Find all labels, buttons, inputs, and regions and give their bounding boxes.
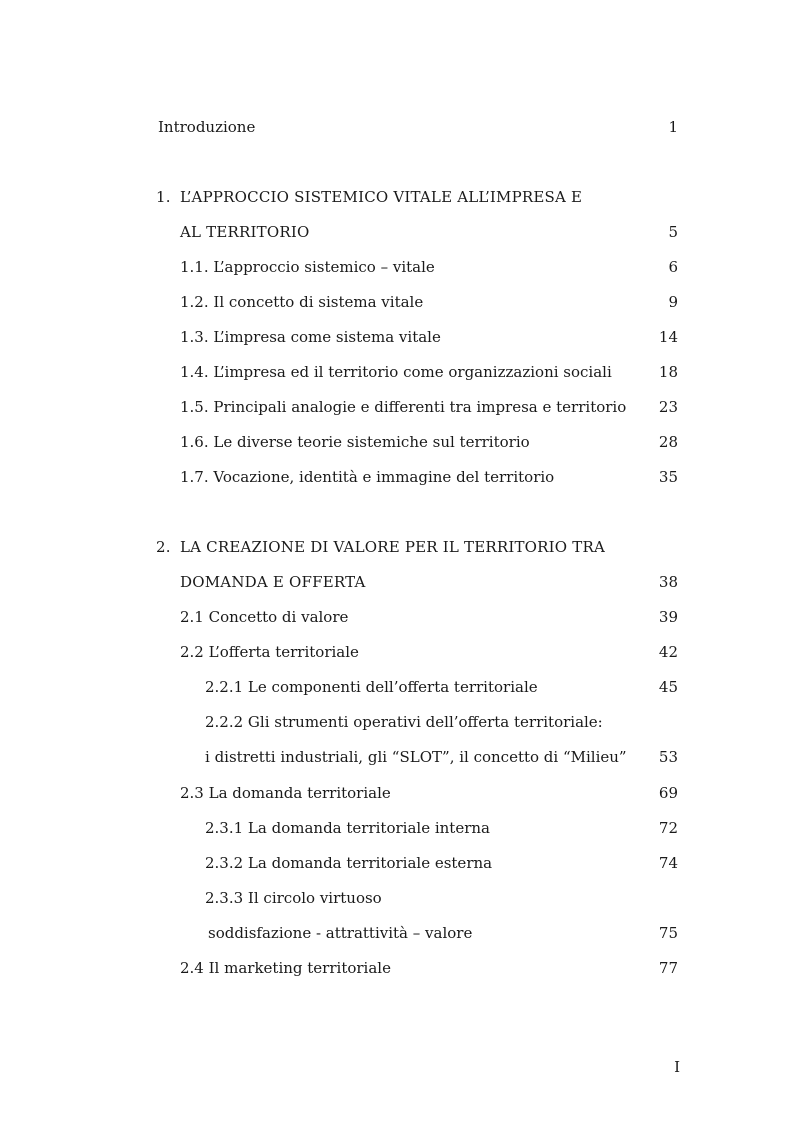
- document-page: Introduzione 1 1. L’APPROCCIO SISTEMICO VITALE ALL’IMPRESA E AL TERRITORIO 5 1.1. L’approccio sistemico – vitale 6 1.2. Il concetto di sistema vitale 9 1.3. L’impresa come sistema vitale 14 1.4. L’impresa ed il territorio come organizzazioni sociali 18 1.5. Principali analogie e differenti tra impresa e territorio 23 1.6. Le diverse teorie sistemiche sul territorio 28 1.7. Vocazione, identità e immagine del territorio 35 2. LA CREAZIONE DI VALORE PER IL TERRITORIO TRA DOMANDA E OFFERTA 38 2.1 Concetto di valore 39 2.2 L’offerta territoriale 42 2.2.1 Le componenti dell’offerta territoriale 45 2.2.2 Gli strumenti operativi dell’offerta territoriale: i distretti industriali, gli “SLOT”, il concetto di “Milieu” 53 2.3 La domanda territoriale 69 2.3.1 La domanda territoriale interna 72 2.3.2 La domanda territoriale esterna 74 2.3.3 Il circolo virtuoso soddisfazione - attrattività – valore 75 2.4 Il marketing territoriale 77 I: [0, 0, 793, 1123]
- toc-section-1-7-page: 35: [658, 468, 678, 486]
- toc-section-1-5-page: 23: [658, 398, 678, 416]
- chapter1-page: 5: [668, 223, 678, 241]
- toc-section-1-6-page: 28: [658, 433, 678, 451]
- toc-section-1-1-page: 6: [668, 258, 678, 276]
- footer-page-number: I: [674, 1058, 680, 1076]
- toc-section-2-3-1-page: 72: [658, 819, 678, 837]
- toc-section-2-4-page: 77: [658, 959, 678, 977]
- toc-section-2-3-3-page: 75: [658, 924, 678, 942]
- toc-intro-label: Introduzione: [158, 118, 256, 136]
- toc-section-1-2-page: 9: [668, 293, 678, 311]
- toc-section-2-1-page: 39: [658, 608, 678, 626]
- toc-section-1-3-page: 14: [658, 328, 678, 346]
- toc-section-2-2-page: 42: [658, 643, 678, 661]
- toc-intro-page: 1: [668, 118, 678, 136]
- chapter2-page: 38: [658, 573, 678, 591]
- toc-section-2-3-page: 69: [658, 784, 678, 802]
- toc-section-2-2-1-page: 45: [658, 678, 678, 696]
- toc-section-2-3-2-page: 74: [658, 854, 678, 872]
- toc-section-2-2-2-page: 53: [658, 748, 678, 766]
- toc-section-1-4-page: 18: [658, 363, 678, 381]
